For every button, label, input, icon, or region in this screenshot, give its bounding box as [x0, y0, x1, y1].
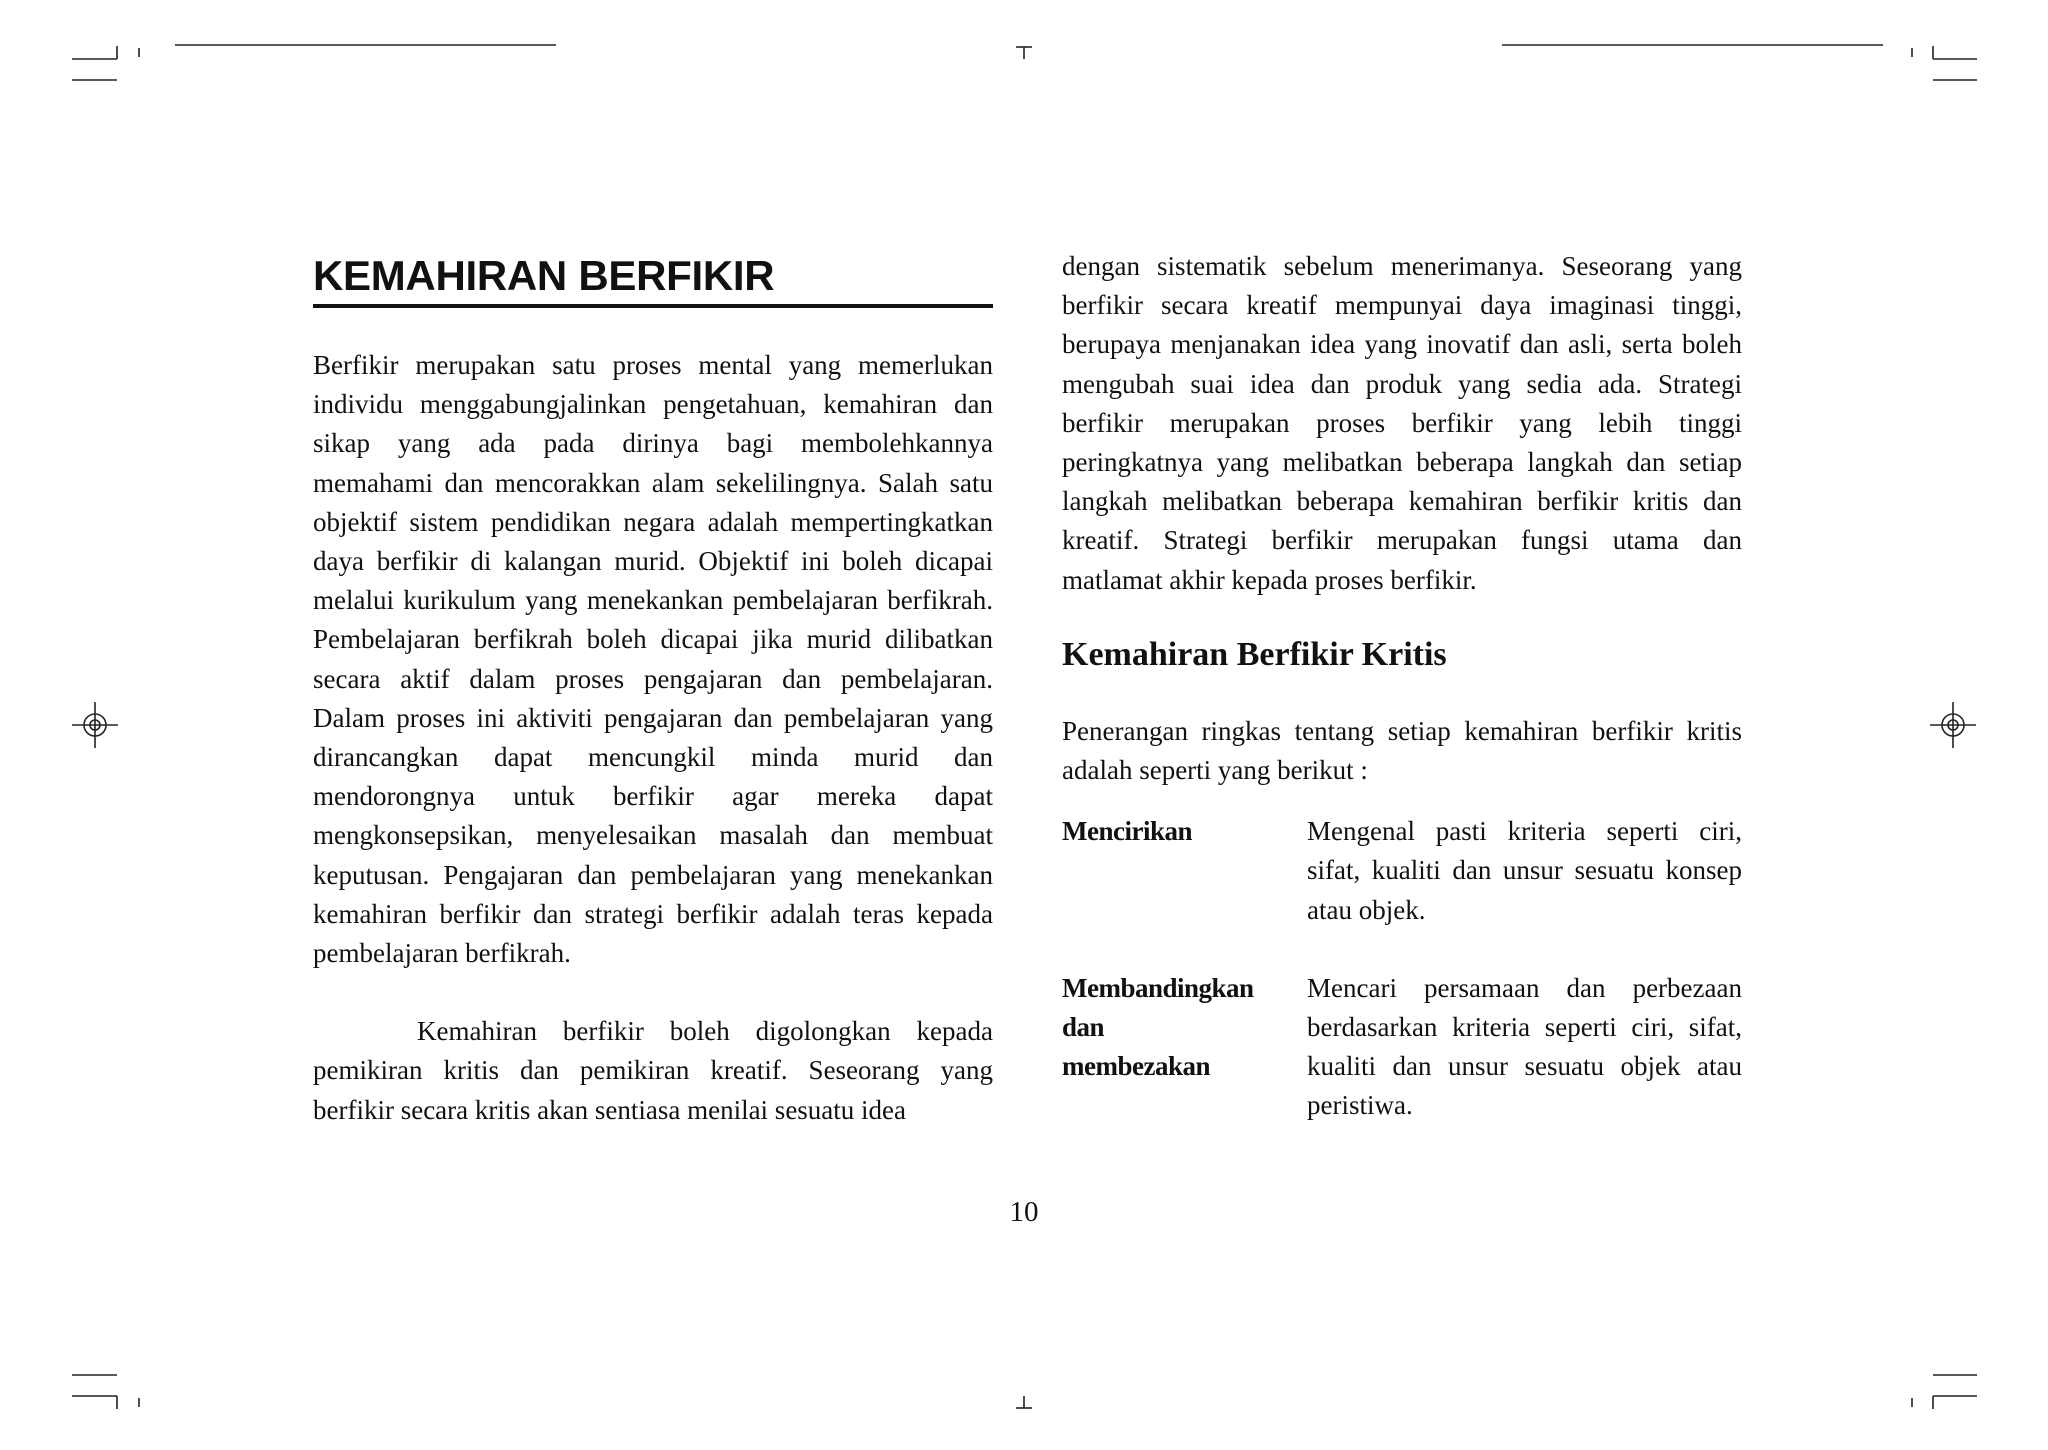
body-paragraph: dengan sistematik sebelum menerimanya. Seseorang yang berfikir secara kreatif mempunyai daya imaginasi tinggi, berupaya menjanakan idea yang inovatif dan asli, serta boleh mengubah suai idea dan produk yang sedia ada. Strategi berfikir merupakan proses berfikir yang lebih tinggi peringkatnya yang melibatkan beberapa langkah dan setiap langkah melibatkan beberapa kemahiran berfikir kritis dan kreatif. Strategi berfikir merupakan fungsi utama dan matlamat akhir kepada proses berfikir. — [1062, 251, 1742, 595]
definition-list — [1062, 812, 1742, 1125]
section-heading: Kemahiran Berfikir Kritis — [1062, 635, 1447, 673]
body-paragraph: Berfikir merupakan satu proses mental yang memerlukan individu menggabungjalinkan pengetahuan, kemahiran dan sikap yang ada pada dirinya bagi membolehkannya memahami dan mencorakkan alam sekelilingnya. Salah satu objektif sistem pendidikan negara adalah mempertingkatkan daya berfikir di kalangan murid. Objektif ini boleh dicapai melalui kurikulum yang menekankan pembelajaran berfikrah. Pembelajaran berfikrah boleh dicapai jika murid dilibatkan secara aktif dalam proses pengajaran dan pembelajaran. Dalam proses ini aktiviti pengajaran dan pembelajaran yang dirancangkan dapat mencungkil minda murid dan mendorongnya untuk berfikir agar mereka dapat mengkonsepsikan, menyelesaikan masalah dan membuat keputusan. Pengajaran dan pembelajaran yang menekankan kemahiran berfikir dan strategi berfikir adalah teras kepada pembelajaran berfikrah. — [313, 350, 993, 969]
left-column — [313, 252, 993, 1130]
page-title: KEMAHIRAN BERFIKIR — [313, 252, 993, 308]
definition-term — [1062, 812, 1307, 930]
section-intro: Penerangan ringkas tentang setiap kemahiran berfikir kritis adalah seperti yang berikut : — [1062, 715, 1742, 786]
definition-item — [1062, 969, 1742, 1126]
term-line: Membandingkan — [1062, 972, 1254, 1003]
body-paragraph: Kemahiran berfikir boleh digolongkan kepada pemikiran kritis dan pemikiran kreatif. Seseorang yang berfikir secara kritis akan sentiasa menilai sesuatu idea — [313, 1016, 993, 1125]
page-number: 10 — [1009, 1196, 1039, 1228]
term-line: dan — [1062, 1012, 1105, 1043]
definition-item — [1062, 812, 1742, 930]
term-line: membezakan — [1062, 1051, 1210, 1082]
term-line: Mencirikan — [1062, 816, 1192, 847]
right-column — [1062, 247, 1742, 1126]
definition-description: Mencari persamaan dan perbezaan berdasarkan kriteria seperti ciri, sifat, kualiti dan unsur sesuatu objek atau peristiwa. — [1307, 972, 1742, 1121]
definition-description: Mengenal pasti kriteria seperti ciri, sifat, kualiti dan unsur sesuatu konsep atau objek. — [1307, 816, 1742, 925]
definition-term — [1062, 969, 1307, 1126]
